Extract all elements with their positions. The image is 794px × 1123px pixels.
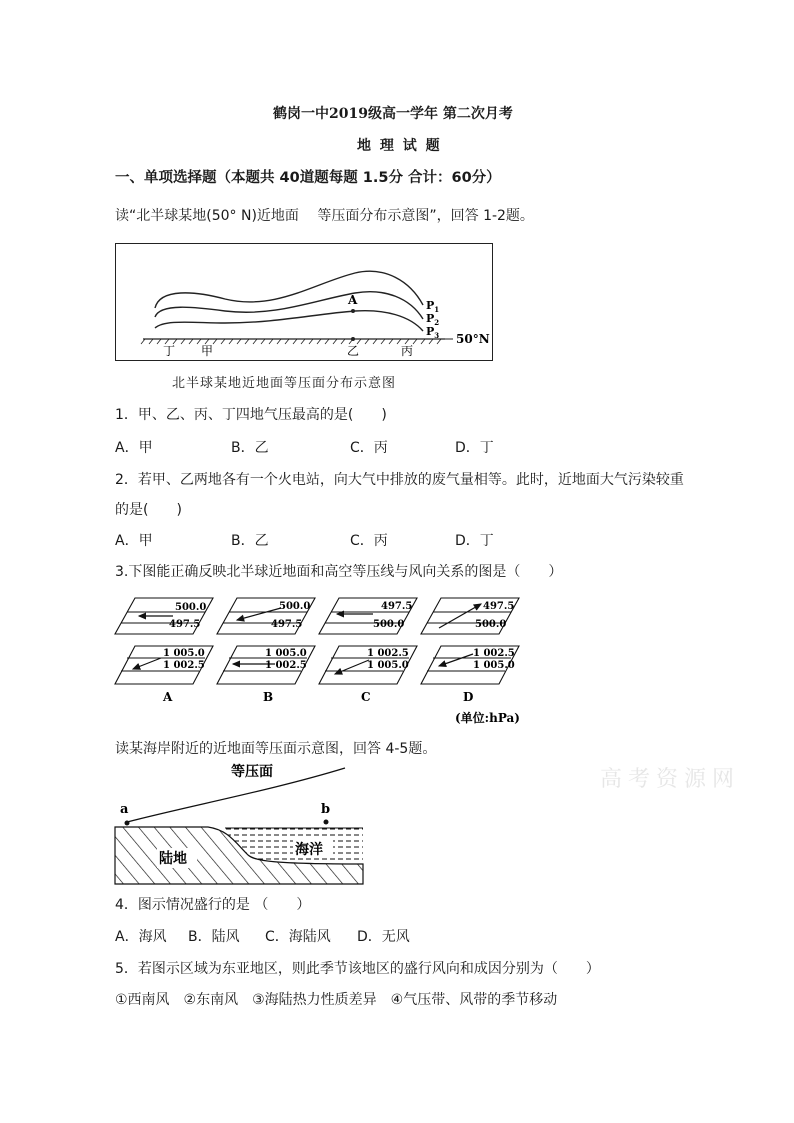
svg-text:500.0: 500.0 (279, 601, 311, 612)
place-ding: 丁 (163, 344, 176, 358)
figure-isobaric-surface (115, 243, 493, 361)
panel-d-letter: D (463, 690, 474, 704)
q1-option-d[interactable]: D．丁 (455, 440, 494, 456)
q4-stem: 4．图示情况盛行的是 （ ） (115, 897, 311, 913)
panel-c[interactable] (319, 598, 417, 704)
ocean-label: 海洋 (295, 842, 323, 858)
panel-a-letter: A (163, 690, 173, 704)
figure-coast (113, 760, 365, 888)
panel-c-letter: C (361, 690, 371, 704)
isobar-p1 (155, 271, 423, 308)
panel-b-letter: B (263, 690, 274, 704)
point-b: b (321, 802, 331, 817)
q3-stem: 3.下图能正确反映北半球近地面和高空等压线与风向关系的图是（ ） (115, 564, 563, 580)
place-yi: 乙 (347, 344, 360, 358)
q2-option-b[interactable]: B．乙 (231, 533, 269, 549)
section-heading: 一、单项选择题（本题共 40道题每题 1.5分 合计：60分） (115, 170, 501, 186)
unit-label: (单位:hPa) (455, 711, 520, 725)
svg-text:1 002.5: 1 002.5 (473, 648, 515, 659)
q2-option-d[interactable]: D．丁 (455, 533, 494, 549)
point-a-label: A (348, 293, 358, 307)
q2-option-a[interactable]: A．甲 (115, 533, 153, 549)
p1-label: $P_1$ (426, 299, 440, 314)
svg-text:497.5: 497.5 (483, 601, 515, 612)
intro-q1-2: 读“北半球某地(50° N)近地面 等压面分布示意图”，回答 1-2题。 (115, 208, 534, 224)
svg-text:1 005.0: 1 005.0 (473, 660, 515, 671)
svg-text:1 005.0: 1 005.0 (367, 660, 409, 671)
q2-stem-line2: 的是( ) (115, 502, 182, 518)
q5-stem: 5．若图示区域为东亚地区，则此季节该地区的盛行风向和成因分别为（ ） (115, 961, 600, 977)
q1-stem: 1．甲、乙、丙、丁四地气压最高的是( ) (115, 407, 387, 423)
exam-subtitle: 地 理 试 题 (357, 138, 442, 154)
isobar-label: 等压面 (231, 764, 273, 780)
land-label: 陆地 (159, 851, 187, 867)
point-a: a (120, 802, 129, 817)
q1-option-a[interactable]: A．甲 (115, 440, 153, 456)
svg-text:497.5: 497.5 (381, 601, 413, 612)
svg-text:1 002.5: 1 002.5 (163, 660, 205, 671)
svg-text:1 005.0: 1 005.0 (265, 648, 307, 659)
q1-option-c[interactable]: C．丙 (350, 440, 388, 456)
panel-b[interactable] (217, 598, 315, 704)
q1-option-b[interactable]: B．乙 (231, 440, 269, 456)
exam-title: 鹤岗一中2019级高一学年 第二次月考 (273, 106, 513, 122)
svg-text:497.5: 497.5 (169, 619, 201, 630)
q4-option-a[interactable]: A．海风 (115, 929, 167, 945)
svg-text:500.0: 500.0 (475, 619, 507, 630)
intro-q4-5: 读某海岸附近的近地面等压面示意图，回答 4-5题。 (115, 741, 437, 757)
q4-option-b[interactable]: B．陆风 (188, 929, 240, 945)
q4-option-d[interactable]: D．无风 (357, 929, 410, 945)
q2-option-c[interactable]: C．丙 (350, 533, 388, 549)
q2-stem-line1: 2．若甲、乙两地各有一个火电站，向大气中排放的废气量相等。此时，近地面大气污染较重 (115, 472, 684, 488)
watermark: 高考资源网 (600, 767, 741, 792)
p3-label: $P_3$ (426, 325, 440, 340)
panel-a[interactable] (115, 598, 213, 704)
place-jia: 甲 (201, 344, 214, 358)
q5-choices: ①西南风 ②东南风 ③海陆热力性质差异 ④气压带、风带的季节移动 (115, 992, 558, 1008)
svg-text:497.5: 497.5 (271, 619, 303, 630)
svg-text:500.0: 500.0 (373, 619, 405, 630)
panel-d[interactable] (421, 598, 520, 725)
latitude-label: 50°N (456, 332, 490, 346)
svg-text:1 002.5: 1 002.5 (367, 648, 409, 659)
svg-text:1 005.0: 1 005.0 (163, 648, 205, 659)
figure-wind-panels (113, 596, 533, 728)
svg-text:1 002.5: 1 002.5 (265, 660, 307, 671)
place-bing: 丙 (401, 344, 414, 358)
figure1-caption: 北半球某地近地面等压面分布示意图 (172, 376, 397, 391)
svg-text:500.0: 500.0 (175, 602, 207, 613)
q4-option-c[interactable]: C．海陆风 (265, 929, 331, 945)
p2-label: $P_2$ (426, 312, 440, 327)
isobar-p3 (155, 311, 423, 331)
isobar-diagram (115, 243, 493, 361)
